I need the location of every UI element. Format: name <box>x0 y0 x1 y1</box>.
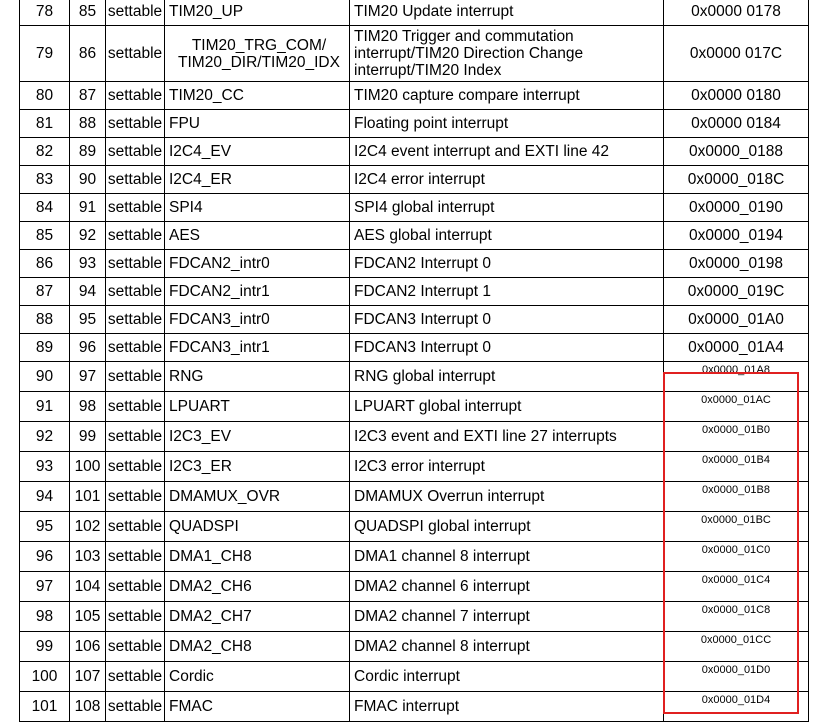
table-row <box>20 392 809 422</box>
priority-cell: 103 <box>70 542 106 572</box>
position-cell: 97 <box>20 572 70 602</box>
type-cell: settable <box>106 278 165 306</box>
address-cell: 0x0000_01C8 <box>664 602 809 632</box>
acronym-cell: TIM20_UP <box>165 0 350 26</box>
position-cell: 81 <box>20 110 70 138</box>
position-cell: 84 <box>20 194 70 222</box>
table-row <box>20 110 809 138</box>
type-cell: settable <box>106 392 165 422</box>
acronym-cell: I2C3_ER <box>165 452 350 482</box>
position-cell: 83 <box>20 166 70 194</box>
priority-cell: 101 <box>70 482 106 512</box>
description-cell: TIM20 Update interrupt <box>350 0 664 26</box>
table-row <box>20 82 809 110</box>
priority-cell: 85 <box>70 0 106 26</box>
priority-cell: 89 <box>70 138 106 166</box>
acronym-cell: QUADSPI <box>165 512 350 542</box>
table-row <box>20 482 809 512</box>
priority-cell: 93 <box>70 250 106 278</box>
description-cell: DMA2 channel 8 interrupt <box>350 632 664 662</box>
address-cell: 0x0000 0180 <box>664 82 809 110</box>
position-cell: 92 <box>20 422 70 452</box>
description-cell: DMAMUX Overrun interrupt <box>350 482 664 512</box>
address-cell: 0x0000_01B4 <box>664 452 809 482</box>
priority-cell: 88 <box>70 110 106 138</box>
type-cell: settable <box>106 138 165 166</box>
acronym-cell: RNG <box>165 362 350 392</box>
type-cell: settable <box>106 82 165 110</box>
position-cell: 93 <box>20 452 70 482</box>
type-cell: settable <box>106 362 165 392</box>
acronym-cell: DMA2_CH6 <box>165 572 350 602</box>
acronym-cell: DMAMUX_OVR <box>165 482 350 512</box>
address-cell: 0x0000_01BC <box>664 512 809 542</box>
table-row <box>20 452 809 482</box>
acronym-cell: LPUART <box>165 392 350 422</box>
type-cell: settable <box>106 692 165 722</box>
position-cell: 80 <box>20 82 70 110</box>
type-cell: settable <box>106 512 165 542</box>
description-cell: QUADSPI global interrupt <box>350 512 664 542</box>
acronym-cell: DMA2_CH8 <box>165 632 350 662</box>
table-row <box>20 662 809 692</box>
priority-cell: 92 <box>70 222 106 250</box>
address-cell: 0x0000_01C0 <box>664 542 809 572</box>
description-cell: TIM20 Trigger and commutation interrupt/TIM20 Direction Change interrupt/TIM20 Index <box>350 26 664 82</box>
acronym-cell: TIM20_CC <box>165 82 350 110</box>
description-cell: LPUART global interrupt <box>350 392 664 422</box>
description-cell: FMAC interrupt <box>350 692 664 722</box>
table-row <box>20 0 809 26</box>
priority-cell: 96 <box>70 334 106 362</box>
table-row <box>20 26 809 82</box>
priority-cell: 99 <box>70 422 106 452</box>
type-cell: settable <box>106 602 165 632</box>
position-cell: 101 <box>20 692 70 722</box>
position-cell: 95 <box>20 512 70 542</box>
description-cell: DMA2 channel 7 interrupt <box>350 602 664 632</box>
type-cell: settable <box>106 452 165 482</box>
table-row <box>20 194 809 222</box>
type-cell: settable <box>106 632 165 662</box>
position-cell: 85 <box>20 222 70 250</box>
address-cell: 0x0000_01C4 <box>664 572 809 602</box>
acronym-cell: DMA1_CH8 <box>165 542 350 572</box>
priority-cell: 104 <box>70 572 106 602</box>
priority-cell: 91 <box>70 194 106 222</box>
type-cell: settable <box>106 482 165 512</box>
table-row <box>20 692 809 722</box>
type-cell: settable <box>106 166 165 194</box>
address-cell: 0x0000_019C <box>664 278 809 306</box>
position-cell: 87 <box>20 278 70 306</box>
priority-cell: 86 <box>70 26 106 82</box>
priority-cell: 98 <box>70 392 106 422</box>
position-cell: 91 <box>20 392 70 422</box>
position-cell: 100 <box>20 662 70 692</box>
address-cell: 0x0000_0188 <box>664 138 809 166</box>
table-row <box>20 602 809 632</box>
position-cell: 90 <box>20 362 70 392</box>
priority-cell: 100 <box>70 452 106 482</box>
acronym-cell: TIM20_TRG_COM/ TIM20_DIR/TIM20_IDX <box>165 26 350 82</box>
description-cell: DMA2 channel 6 interrupt <box>350 572 664 602</box>
priority-cell: 102 <box>70 512 106 542</box>
table-row <box>20 334 809 362</box>
table-row <box>20 362 809 392</box>
table-row <box>20 542 809 572</box>
position-cell: 79 <box>20 26 70 82</box>
address-cell: 0x0000 0178 <box>664 0 809 26</box>
type-cell: settable <box>106 542 165 572</box>
description-cell: FDCAN3 Interrupt 0 <box>350 306 664 334</box>
acronym-cell: FDCAN2_intr1 <box>165 278 350 306</box>
type-cell: settable <box>106 662 165 692</box>
address-cell: 0x0000_01A8 <box>664 362 809 392</box>
table-row <box>20 222 809 250</box>
priority-cell: 108 <box>70 692 106 722</box>
acronym-cell: I2C4_ER <box>165 166 350 194</box>
acronym-cell: Cordic <box>165 662 350 692</box>
acronym-cell: FDCAN3_intr1 <box>165 334 350 362</box>
table-row <box>20 512 809 542</box>
acronym-cell: SPI4 <box>165 194 350 222</box>
type-cell: settable <box>106 250 165 278</box>
type-cell: settable <box>106 194 165 222</box>
position-cell: 99 <box>20 632 70 662</box>
table-row <box>20 572 809 602</box>
type-cell: settable <box>106 26 165 82</box>
priority-cell: 107 <box>70 662 106 692</box>
address-cell: 0x0000_01D0 <box>664 662 809 692</box>
priority-cell: 106 <box>70 632 106 662</box>
vector-table <box>19 0 809 722</box>
priority-cell: 94 <box>70 278 106 306</box>
acronym-cell: FDCAN2_intr0 <box>165 250 350 278</box>
type-cell: settable <box>106 0 165 26</box>
address-cell: 0x0000 017C <box>664 26 809 82</box>
type-cell: settable <box>106 110 165 138</box>
type-cell: settable <box>106 334 165 362</box>
type-cell: settable <box>106 572 165 602</box>
acronym-cell: I2C3_EV <box>165 422 350 452</box>
description-cell: Cordic interrupt <box>350 662 664 692</box>
description-cell: I2C3 error interrupt <box>350 452 664 482</box>
acronym-cell: FPU <box>165 110 350 138</box>
description-cell: FDCAN2 Interrupt 1 <box>350 278 664 306</box>
acronym-cell: I2C4_EV <box>165 138 350 166</box>
priority-cell: 97 <box>70 362 106 392</box>
acronym-cell: FMAC <box>165 692 350 722</box>
description-cell: SPI4 global interrupt <box>350 194 664 222</box>
table-row <box>20 166 809 194</box>
description-cell: TIM20 capture compare interrupt <box>350 82 664 110</box>
address-cell: 0x0000_0198 <box>664 250 809 278</box>
position-cell: 78 <box>20 0 70 26</box>
description-cell: FDCAN2 Interrupt 0 <box>350 250 664 278</box>
type-cell: settable <box>106 222 165 250</box>
priority-cell: 105 <box>70 602 106 632</box>
address-cell: 0x0000 0184 <box>664 110 809 138</box>
description-cell: RNG global interrupt <box>350 362 664 392</box>
address-cell: 0x0000_01A4 <box>664 334 809 362</box>
address-cell: 0x0000_01D4 <box>664 692 809 722</box>
description-cell: I2C4 event interrupt and EXTI line 42 <box>350 138 664 166</box>
description-cell: DMA1 channel 8 interrupt <box>350 542 664 572</box>
priority-cell: 95 <box>70 306 106 334</box>
type-cell: settable <box>106 422 165 452</box>
address-cell: 0x0000_01B0 <box>664 422 809 452</box>
address-cell: 0x0000_01AC <box>664 392 809 422</box>
position-cell: 96 <box>20 542 70 572</box>
address-cell: 0x0000_018C <box>664 166 809 194</box>
description-cell: I2C3 event and EXTI line 27 interrupts <box>350 422 664 452</box>
position-cell: 89 <box>20 334 70 362</box>
acronym-cell: FDCAN3_intr0 <box>165 306 350 334</box>
position-cell: 88 <box>20 306 70 334</box>
priority-cell: 87 <box>70 82 106 110</box>
acronym-cell: DMA2_CH7 <box>165 602 350 632</box>
description-cell: FDCAN3 Interrupt 0 <box>350 334 664 362</box>
description-cell: I2C4 error interrupt <box>350 166 664 194</box>
table-row <box>20 250 809 278</box>
position-cell: 82 <box>20 138 70 166</box>
description-cell: Floating point interrupt <box>350 110 664 138</box>
type-cell: settable <box>106 306 165 334</box>
table-row <box>20 632 809 662</box>
table-row <box>20 422 809 452</box>
address-cell: 0x0000_01A0 <box>664 306 809 334</box>
priority-cell: 90 <box>70 166 106 194</box>
position-cell: 94 <box>20 482 70 512</box>
table-row <box>20 278 809 306</box>
position-cell: 98 <box>20 602 70 632</box>
address-cell: 0x0000_0190 <box>664 194 809 222</box>
address-cell: 0x0000_01CC <box>664 632 809 662</box>
address-cell: 0x0000_01B8 <box>664 482 809 512</box>
position-cell: 86 <box>20 250 70 278</box>
table-row <box>20 138 809 166</box>
address-cell: 0x0000_0194 <box>664 222 809 250</box>
table-row <box>20 306 809 334</box>
description-cell: AES global interrupt <box>350 222 664 250</box>
acronym-cell: AES <box>165 222 350 250</box>
